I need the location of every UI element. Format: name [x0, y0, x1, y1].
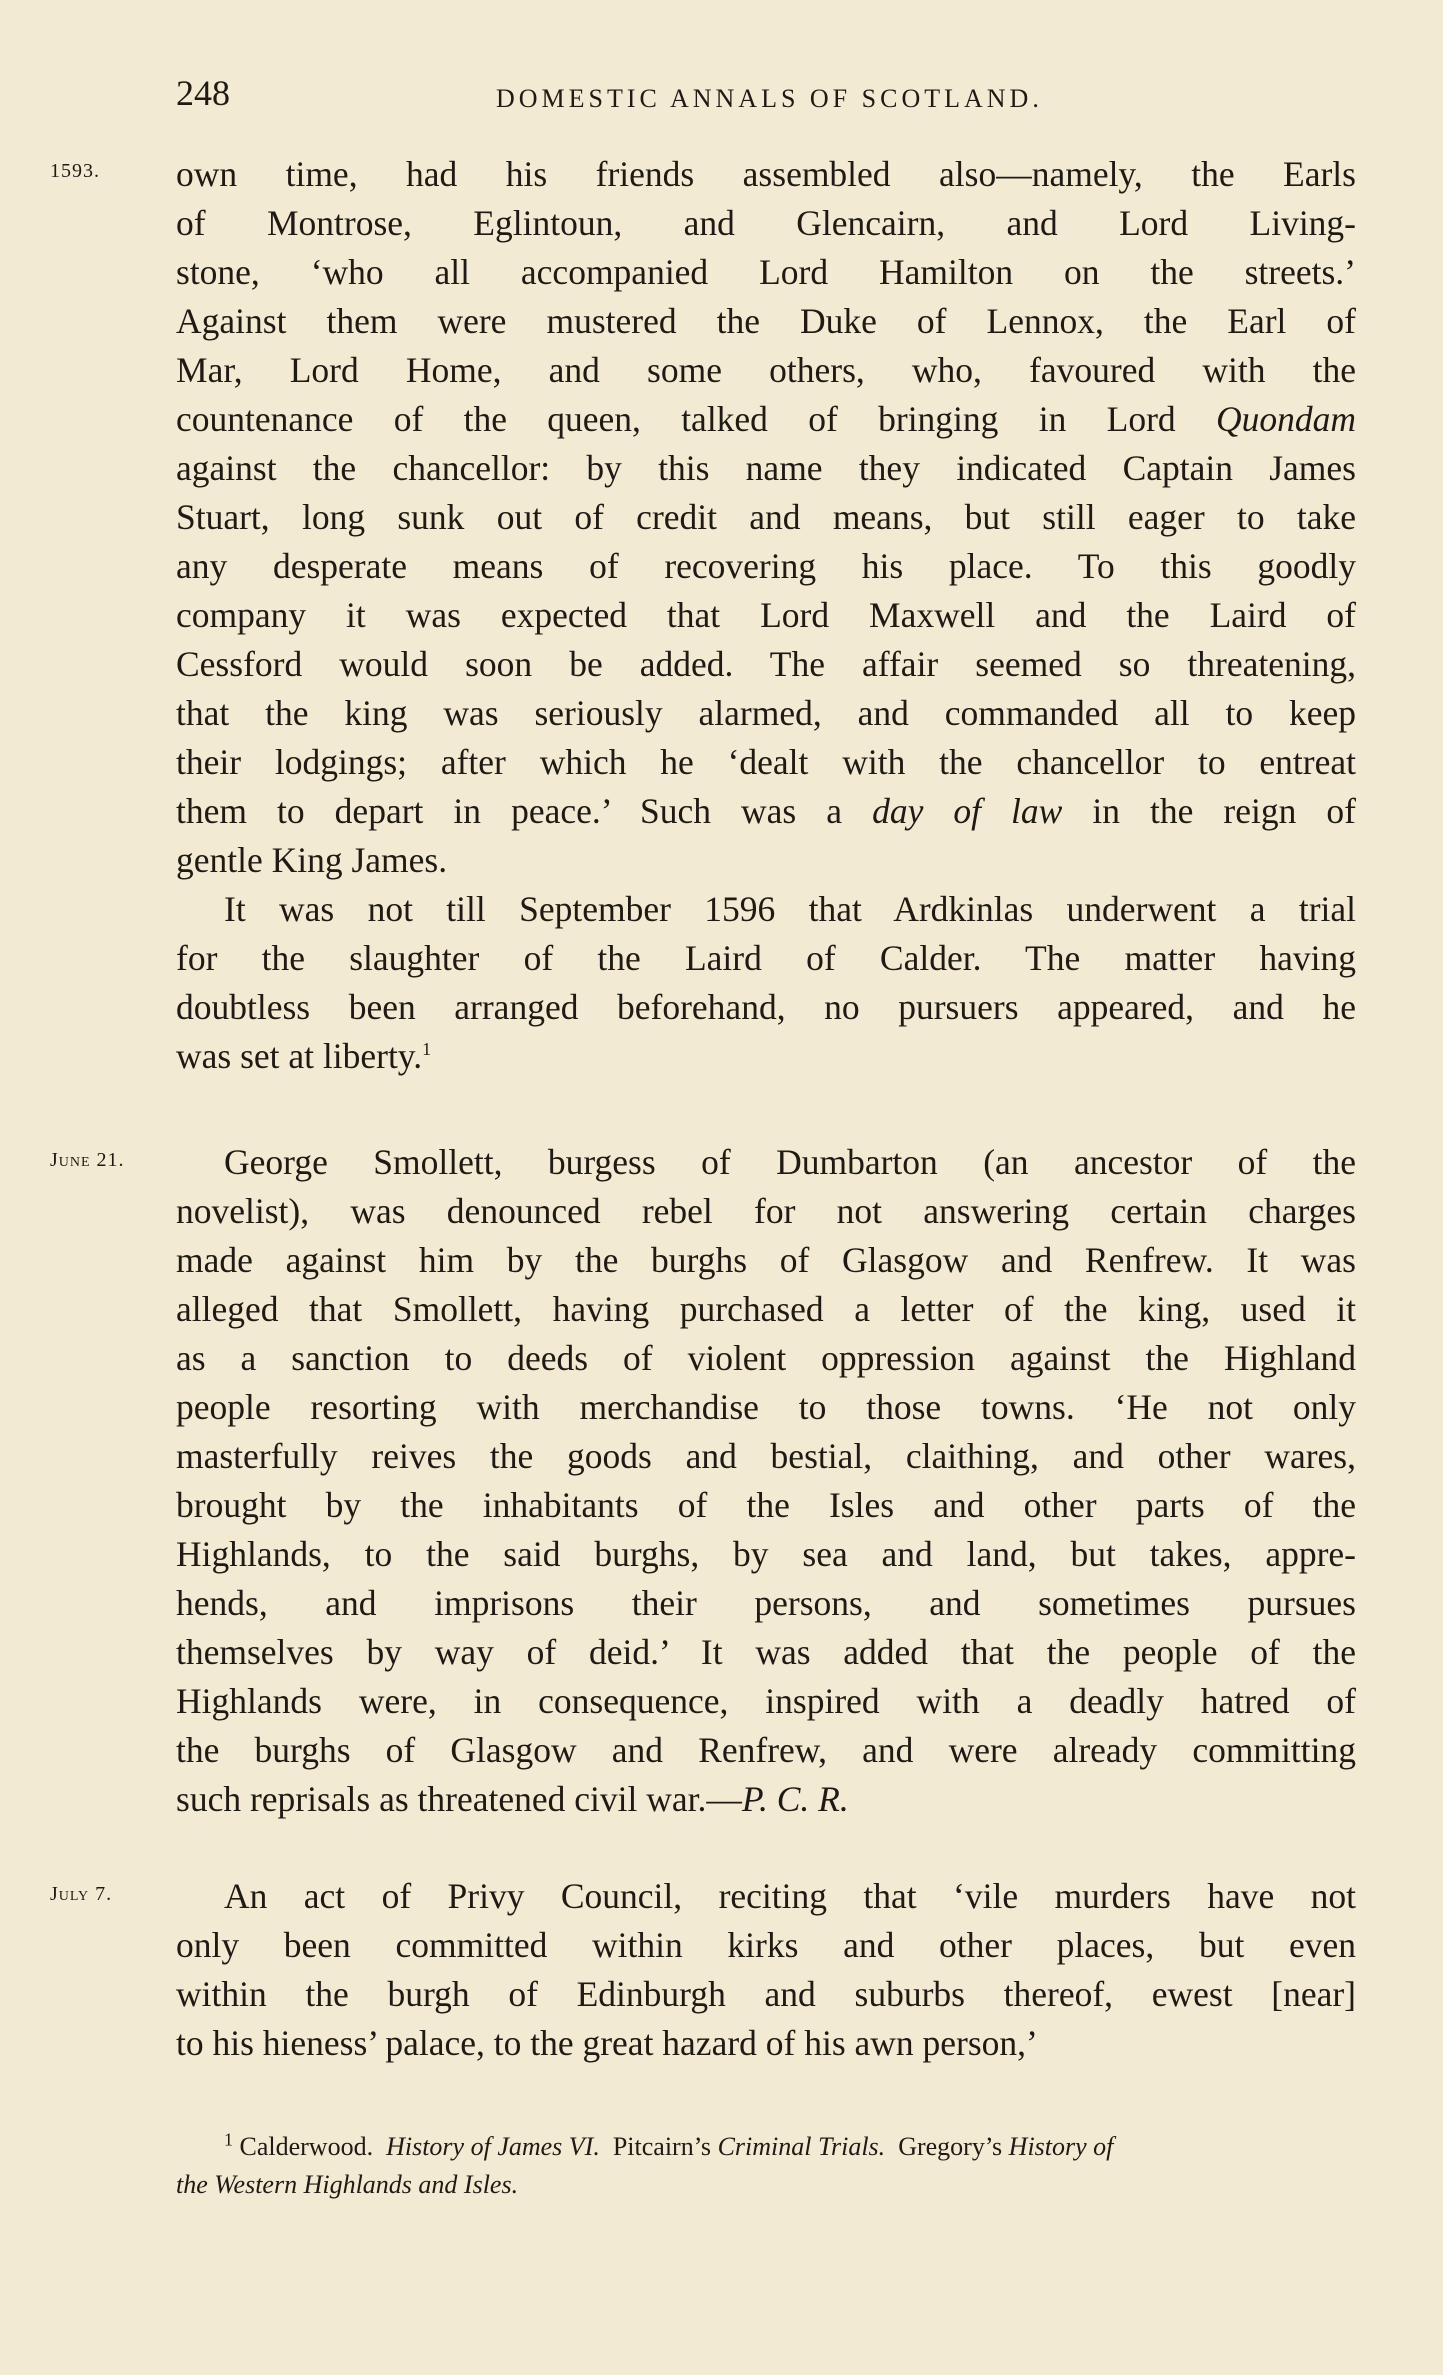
margin-note-year: 1593.: [50, 160, 100, 182]
margin-note-july: July 7.: [50, 1883, 113, 1905]
text-line: Cessford would soon be added. The affair seemed so threatening,: [176, 644, 1356, 684]
text-line: Mar, Lord Home, and some others, who, favoured with the: [176, 350, 1356, 390]
text-line: masterfully reives the goods and bestial, claithing, and other wares,: [176, 1436, 1356, 1476]
text-line: An act of Privy Council, reciting that ‘vile murders have not: [224, 1876, 1356, 1916]
text-line: the burghs of Glasgow and Renfrew, and were already committing: [176, 1730, 1356, 1770]
section-july-7: [176, 1872, 1356, 2068]
footnote: [176, 2128, 1356, 2204]
text-line: Against them were mustered the Duke of Lennox, the Earl of: [176, 301, 1356, 341]
running-head: DOMESTIC ANNALS OF SCOTLAND.: [496, 84, 1043, 113]
text-line: Highlands were, in consequence, inspired with a deadly hatred of: [176, 1681, 1356, 1721]
text-line: to his hieness’ palace, to the great hazard of his awn person,’: [176, 2023, 1038, 2063]
text-line: of Montrose, Eglintoun, and Glencairn, and Lord Living-: [176, 203, 1356, 243]
text-line: them to depart in peace.’ Such was a day of law in the reign of: [176, 791, 1356, 831]
section-june-21: [176, 1138, 1356, 1824]
text-line: countenance of the queen, talked of bringing in Lord Quondam: [176, 399, 1356, 439]
text-line: gentle King James.: [176, 840, 448, 880]
text-line: stone, ‘who all accompanied Lord Hamilton on the streets.’: [176, 252, 1356, 292]
text-line: any desperate means of recovering his place. To this goodly: [176, 546, 1356, 586]
text-line: made against him by the burghs of Glasgow and Renfrew. It was: [176, 1240, 1356, 1280]
text-line: own time, had his friends assembled also—namely, the Earls: [176, 154, 1356, 194]
text-line: their lodgings; after which he ‘dealt with the chancellor to entreat: [176, 742, 1356, 782]
text-line: novelist), was denounced rebel for not answering certain charges: [176, 1191, 1356, 1231]
text-line: for the slaughter of the Laird of Calder. The matter having: [176, 938, 1356, 978]
text-line: was set at liberty.$^1$: [176, 1036, 432, 1076]
text-line: George Smollett, burgess of Dumbarton (an ancestor of the: [224, 1142, 1356, 1182]
footnote-marker: 1: [422, 1039, 432, 1060]
text-line: only been committed within kirks and other places, but even: [176, 1925, 1356, 1965]
footnote-marker: 1: [224, 2129, 233, 2150]
text-line: Stuart, long sunk out of credit and means, but still eager to take: [176, 497, 1356, 537]
footnote-line: $^1$ Calderwood. History of James VI. Pitcairn’s Criminal Trials. Gregory’s History of: [224, 2129, 1114, 2161]
text-line: alleged that Smollett, having purchased a letter of the king, used it: [176, 1289, 1356, 1329]
text-line: against the chancellor: by this name they indicated Captain James: [176, 448, 1356, 488]
page-header: [176, 72, 1356, 132]
text-line: brought by the inhabitants of the Isles and other parts of the: [176, 1485, 1356, 1525]
text-line: company it was expected that Lord Maxwell and the Laird of: [176, 595, 1356, 635]
text-line: people resorting with merchandise to those towns. ‘He not only: [176, 1387, 1356, 1427]
text-line: Highlands, to the said burghs, by sea and land, but takes, appre-: [176, 1534, 1356, 1574]
text-line: themselves by way of deid.’ It was added that the people of the: [176, 1632, 1356, 1672]
text-line: within the burgh of Edinburgh and suburbs thereof, ewest [near]: [176, 1974, 1356, 2014]
text-line: doubtless been arranged beforehand, no pursuers appeared, and he: [176, 987, 1356, 1027]
text-line: such reprisals as threatened civil war.—P. C. R.: [176, 1779, 849, 1819]
text-line: hends, and imprisons their persons, and sometimes pursues: [176, 1583, 1356, 1623]
text-line: It was not till September 1596 that Ardkinlas underwent a trial: [224, 889, 1356, 929]
text-line: that the king was seriously alarmed, and commanded all to keep: [176, 693, 1356, 733]
footnote-line: the Western Highlands and Isles.: [176, 2170, 519, 2199]
margin-note-june: June 21.: [50, 1149, 125, 1171]
page-number: 248: [176, 73, 230, 113]
text-line: as a sanction to deeds of violent oppression against the Highland: [176, 1338, 1356, 1378]
section-1593: [176, 150, 1356, 1081]
